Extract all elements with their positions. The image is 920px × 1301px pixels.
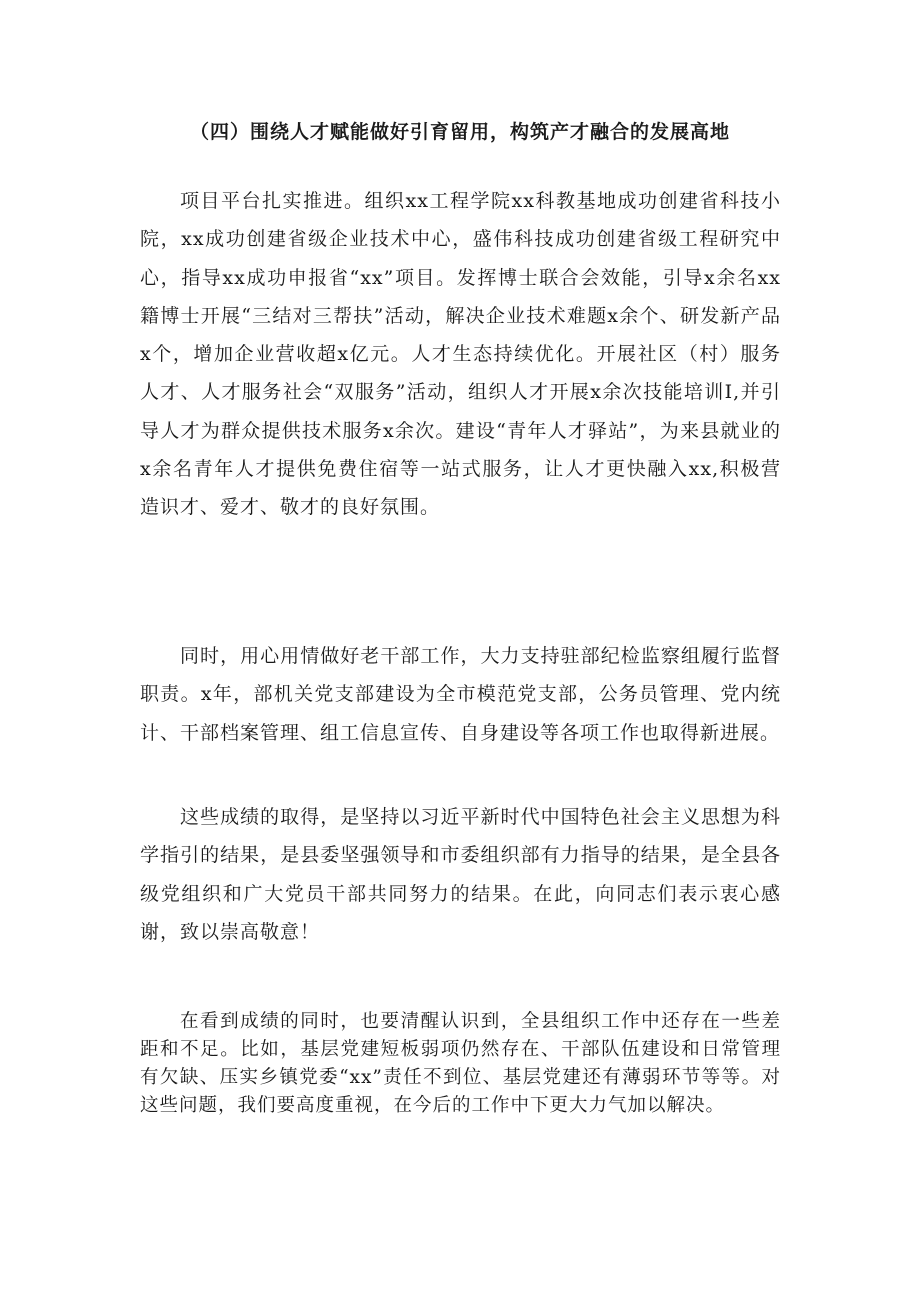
paragraph-talent-platform: 项目平台扎实推进。组织xx工程学院xx科教基地成功创建省科技小院，xx成功创建省级企业技术中心，盛伟科技成功创建省级工程研究中心，指导xx成功申报省“xx”项目。发挥博士联合会效能，引导x余名xx籍博士开展“三结对三帮扶”活动，解决企业技术难题x余个、研发新产品x个，增加企业营收超x亿元。人才生态持续优化。开展社区（村）服务人才、人才服务社会“双服务”活动，组织人才开展x余次技能培训I,并引导人才为群众提供技术服务x余次。建设“青年人才驿站”，为来县就业的x余名青年人才提供免费住宿等一站式服务，让人才更快融入xx,积极营造识才、爱才、敬才的良好氛围。 bbox=[140, 190, 781, 519]
paragraph-achievements-thanks: 这些成绩的取得，是坚持以习近平新时代中国特色社会主义思想为科学指引的结果，是县委坚强领导和市委组织部有力指导的结果，是全县各级党组织和广大党员干部共同努力的结果。在此，向同志们表示衷心感谢，致以崇高敬意！ bbox=[140, 806, 781, 943]
paragraph-shortcomings: 在看到成绩的同时，也要清醒认识到，全县组织工作中还存在一些差距和不足。比如，基层党建短板弱项仍然存在、干部队伍建设和日常管理有欠缺、压实乡镇党委“xx”责任不到位、基层党建还有薄弱环节等等。对这些问题，我们要高度重视，在今后的工作中下更大力气加以解决。 bbox=[140, 1011, 781, 1116]
section-heading: （四）围绕人才赋能做好引育留用，构筑产才融合的发展高地 bbox=[189, 121, 730, 143]
paragraph-veteran-cadres: 同时，用心用情做好老干部工作，大力支持驻部纪检监察组履行监督职责。x年，部机关党支部建设为全市模范党支部，公务员管理、党内统计、干部档案管理、组工信息宣传、自身建设等各项工作也取得新进展。 bbox=[140, 645, 781, 744]
